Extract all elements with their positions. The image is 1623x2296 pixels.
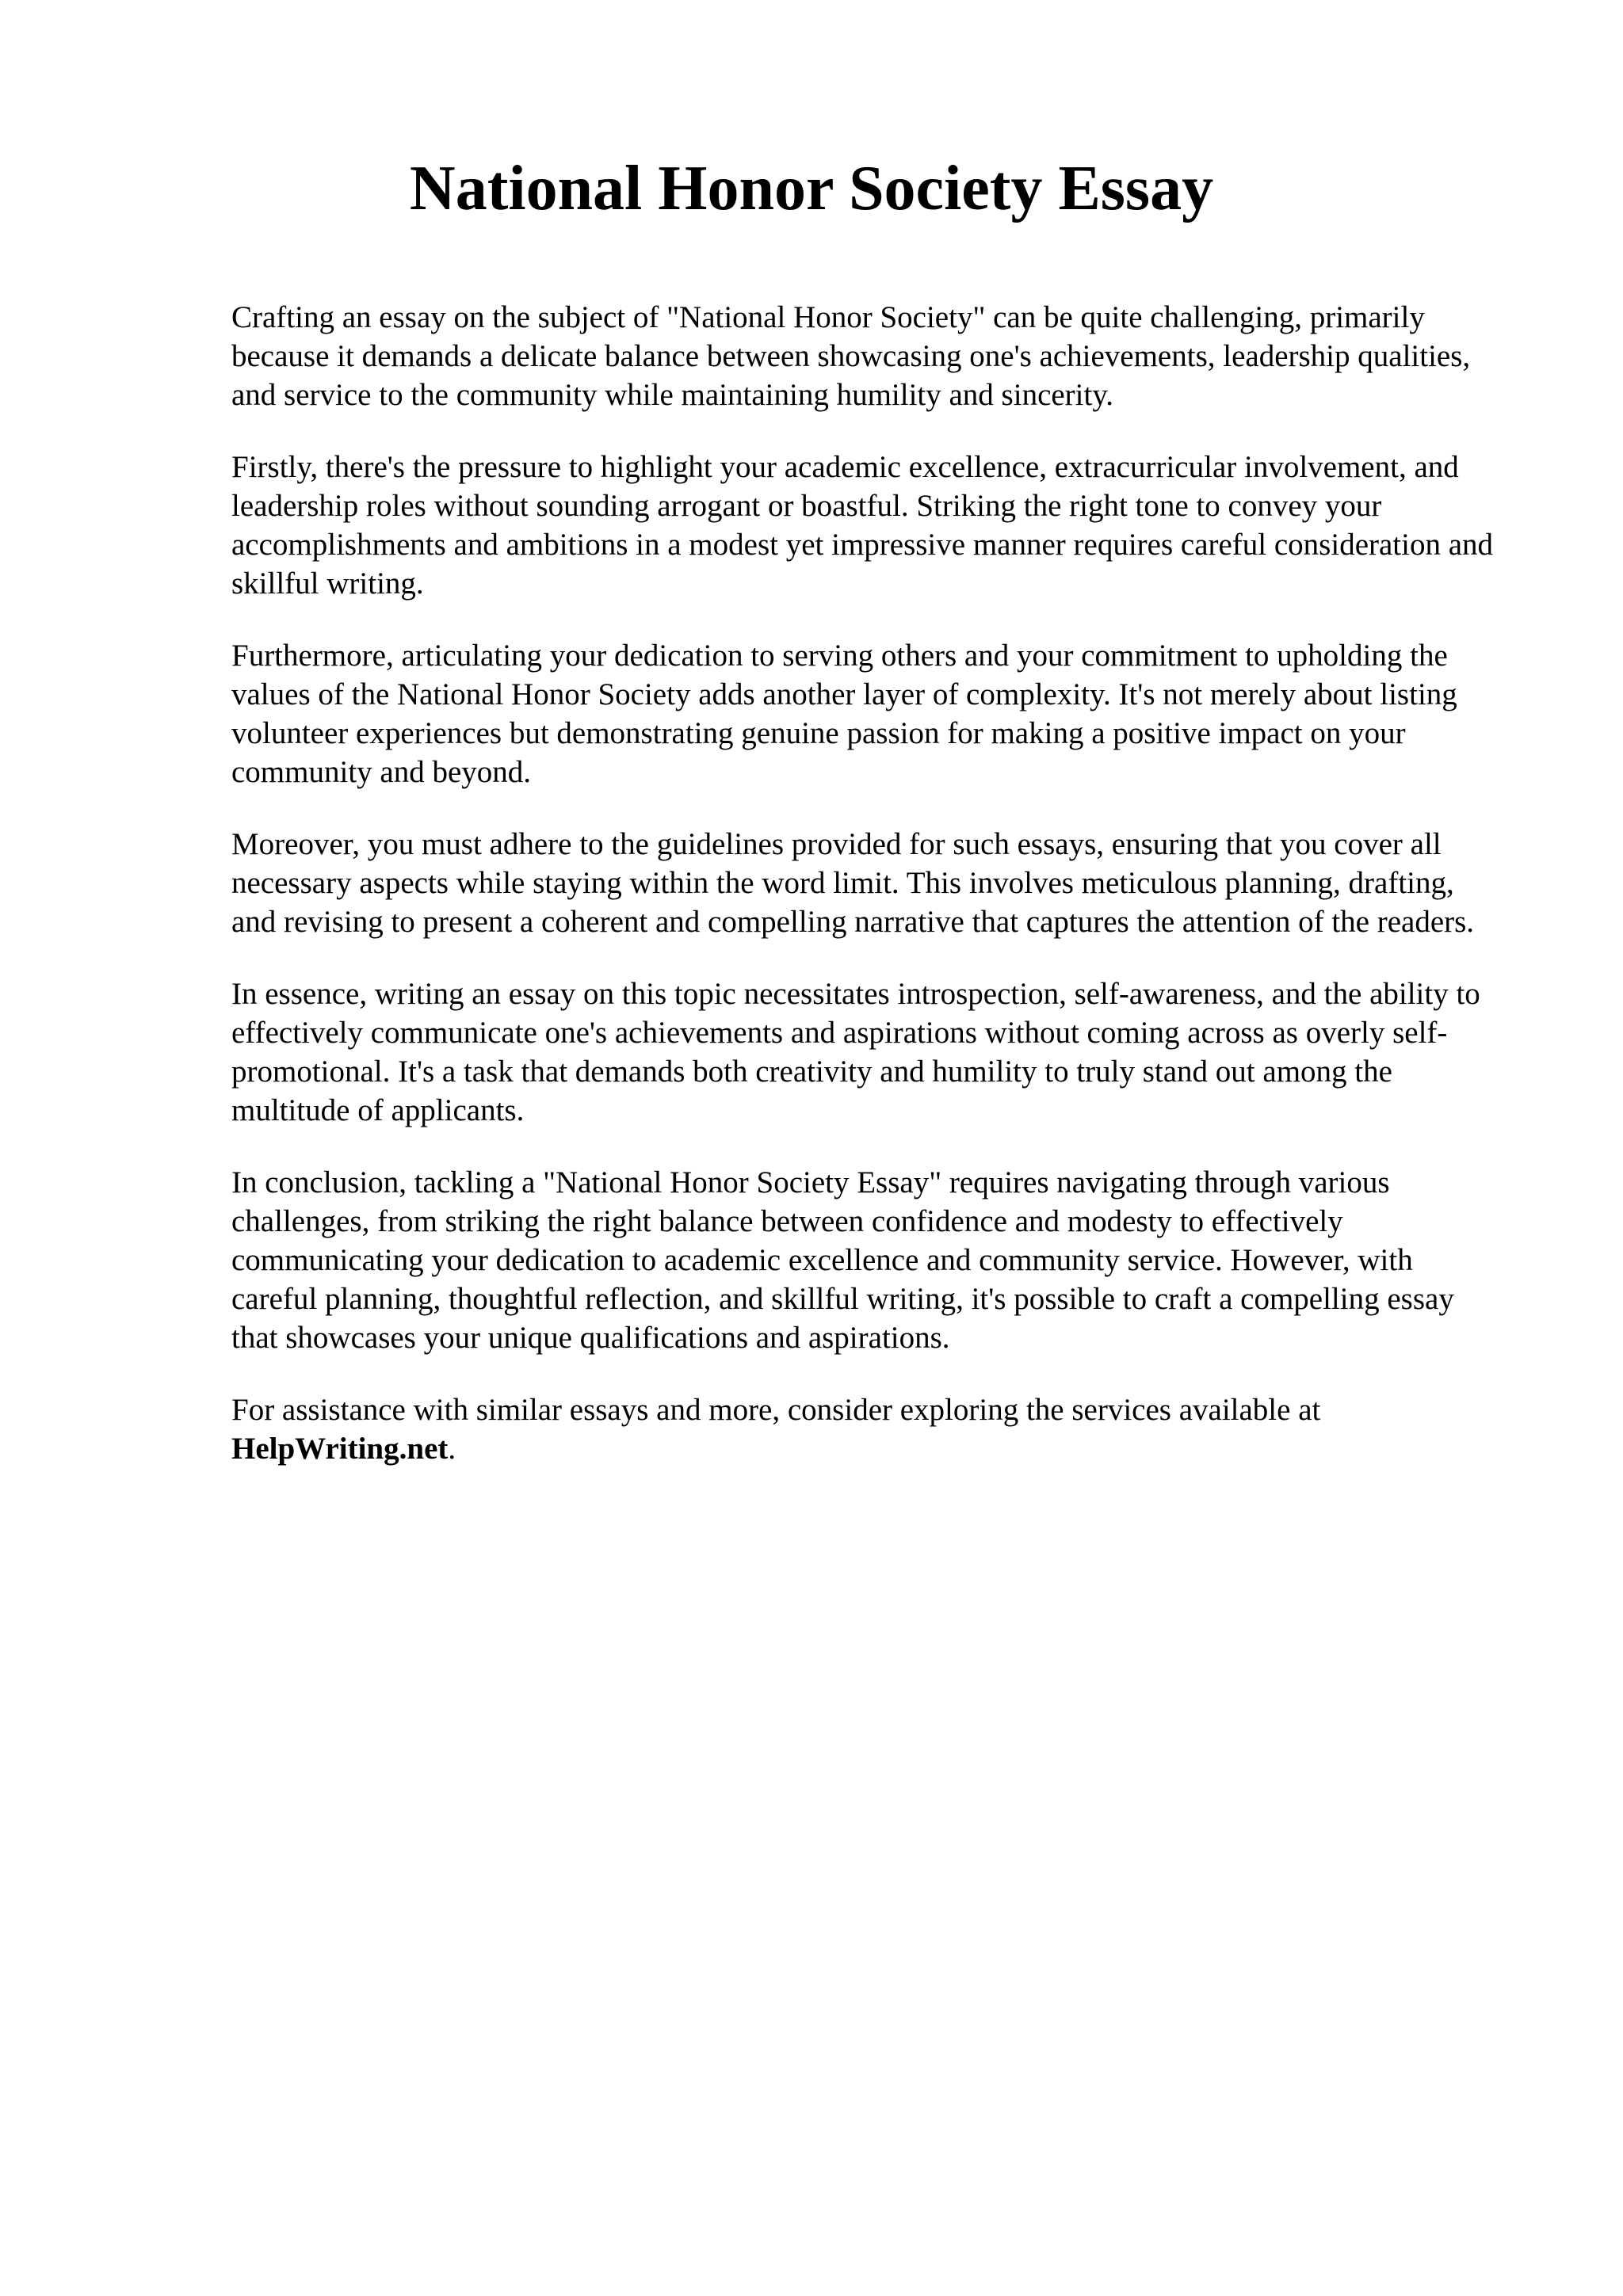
- paragraph-in-essence: In essence, writing an essay on this topic necessitates introspection, self-awareness, and the ability to effectively communicate one's achievements and aspirations without coming across as overly self-promotional. It's a task that demands both creativity and humility to truly stand out among the multitude of applicants.: [231, 977, 1480, 1127]
- document-title: National Honor Society Essay: [409, 154, 1214, 223]
- paragraph-conclusion: In conclusion, tackling a "National Honor Society Essay" requires navigating through various challenges, from striking the right balance between confidence and modesty to effectively communicating your dedication to academic excellence and community service. However, with careful planning, thoughtful reflection, and skillful writing, it's possible to craft a compelling essay that showcases your unique qualifications and aspirations.: [231, 1165, 1454, 1355]
- closing-period: .: [448, 1432, 456, 1466]
- closing-text: For assistance with similar essays and more, consider exploring the services available at: [231, 1393, 1321, 1427]
- paragraph-intro: Crafting an essay on the subject of "National Honor Society" can be quite challenging, primarily because it demands a delicate balance between showcasing one's achievements, leadership qualities, and service to the community while maintaining humility and sincerity.: [231, 300, 1471, 412]
- paragraph-firstly: Firstly, there's the pressure to highlight your academic excellence, extracurricular involvement, and leadership roles without sounding arrogant or boastful. Striking the right tone to convey your accomplishments and ambitions in a modest yet impressive manner requires careful consideration and skillful writing.: [231, 450, 1494, 601]
- paragraph-closing: [231, 1390, 1499, 1468]
- document-body: [231, 298, 1499, 1501]
- brand-name: HelpWriting.net: [231, 1432, 449, 1466]
- paragraph-moreover: Moreover, you must adhere to the guidelines provided for such essays, ensuring that you cover all necessary aspects while staying within the word limit. This involves meticulous planning, drafting, and revising to present a coherent and compelling narrative that captures the attention of the readers.: [231, 827, 1475, 939]
- paragraph-furthermore: Furthermore, articulating your dedication to serving others and your commitment to upholding the values of the National Honor Society adds another layer of complexity. It's not merely about listing volunteer experiences but demonstrating genuine passion for making a positive impact on your community and beyond.: [231, 639, 1457, 789]
